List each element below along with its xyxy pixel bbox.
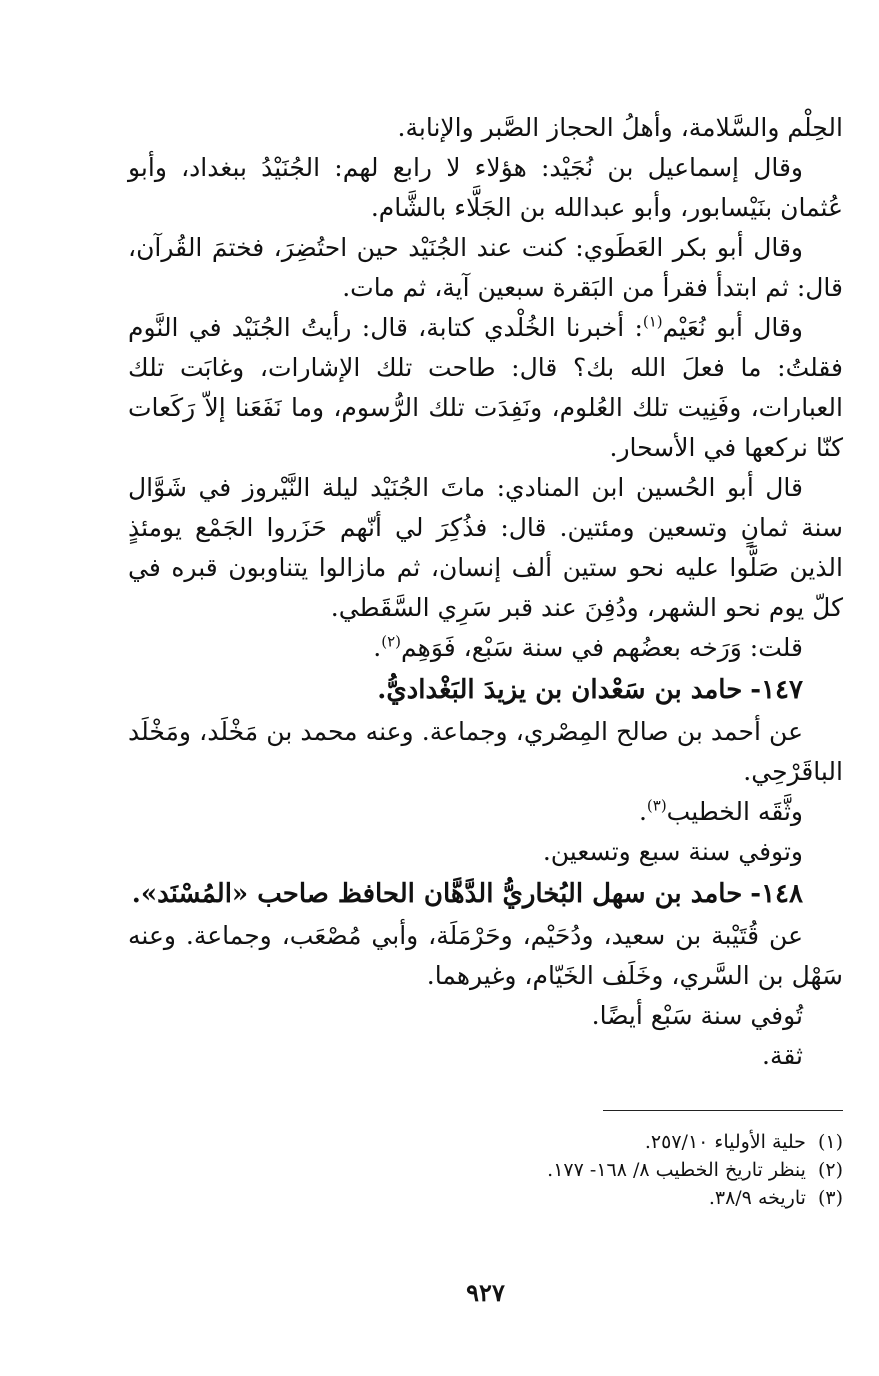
paragraph-8-start: وثَّقَه الخطيب [666, 797, 803, 826]
entry-name-148: حامد بن سهل البُخاريُّ الدَّهَّان الحافظ صاحب «المُسْنَد». [131, 879, 743, 909]
footnote-ref-1: (١) [642, 312, 663, 331]
entry-heading-148 [128, 872, 843, 916]
paragraph-3: وقال أبو بكر العَطَوي: كنت عند الجُنَيْد حين احتُضِرَ، فختمَ القُرآن، قال: ثم ابتدأ فقرأ من البَقرة سبعين آية، ثم مات. [128, 233, 843, 302]
page-number: ٩٢٧ [466, 1278, 505, 1307]
paragraph-6-start: قلت: وَرَخه بعضُهم في سنة سَبْع، فَوَهِم [401, 633, 803, 662]
footnote-1 [128, 1128, 843, 1156]
footnote-separator [603, 1110, 843, 1111]
entry-heading-147 [128, 668, 843, 712]
paragraph-12: ثقة. [762, 1041, 803, 1070]
paragraph-11: تُوفي سنة سَبْع أيضًا. [591, 1001, 803, 1030]
paragraph-6-end: . [373, 633, 382, 662]
footnote-text: تاريخه ٣٨/٩. [708, 1187, 806, 1209]
footnote-text: حلية الأولياء ٢٥٧/١٠. [644, 1131, 806, 1153]
entry-number-148: ١٤٨- [750, 879, 803, 909]
entry-number-147: ١٤٧- [750, 675, 803, 705]
footnote-number: (٣) [817, 1187, 843, 1209]
paragraph-4-start: وقال أبو نُعَيْم [662, 313, 804, 342]
footnote-3 [128, 1184, 843, 1212]
paragraph-1: الحِلْم والسَّلامة، وأهلُ الحجاز الصَّبر والإنابة. [397, 113, 843, 142]
paragraph-10: عن قُتَيْبة بن سعيد، ودُحَيْم، وحَرْمَلَة، وأبي مُصْعَب، وجماعة. وعنه سَهْل بن السَّري، وخَلَف الخَيّام، وغيرهما. [128, 921, 843, 990]
footnote-2 [128, 1156, 843, 1184]
paragraph-2: وقال إسماعيل بن نُجَيْد: هؤلاء لا رابع لهم: الجُنَيْدُ ببغداد، وأبو عُثمان بنَيْسابور، وأبو عبدالله بن الجَلَّاء بالشَّام. [128, 153, 843, 222]
paragraph-7: عن أحمد بن صالح المِصْري، وجماعة. وعنه محمد بن مَخْلَد، ومَخْلَد الباقَرْحِي. [128, 717, 843, 786]
main-text [128, 108, 843, 1076]
footnote-text: ينظر تاريخ الخطيب ٨/ ١٦٨- ١٧٧. [547, 1159, 806, 1181]
paragraph-4 [128, 308, 843, 468]
footnote-number: (١) [817, 1131, 843, 1153]
paragraph-6 [128, 628, 843, 668]
paragraph-4-end: : أخبرنا الخُلْدي كتابة، قال: رأيتُ الجُنَيْد في النَّوم فقلتُ: ما فعلَ الله بك؟ قال: طاحت تلك الإشارات، وغابَت تلك العبارات، وفَنِيت تلك العُلوم، ونَفِدَت تلك الرُّسوم، وما نَفَعَنا إلاّ رَكَعات كنّا نركعها في الأسحار. [128, 313, 843, 462]
paragraph-5: قال أبو الحُسين ابن المنادي: ماتَ الجُنَيْد ليلة النَّيْروز في شَوَّال سنة ثمانٍ وتسعين ومئتين. قال: فذُكِرَ لي أنّهم حَزَروا الجَمْع يومئذٍ الذين صَلَّوا عليه نحو ستين ألف إنسان، ثم مازالوا يتناوبون قبره في كلّ يوم نحو الشهر، ودُفِنَ عند قبر سَرِي السَّقَطي. [128, 473, 843, 622]
footnote-ref-2: (٢) [381, 632, 402, 651]
footnote-number: (٢) [817, 1159, 843, 1181]
paragraph-8-end: . [638, 797, 647, 826]
paragraph-8 [128, 792, 843, 832]
book-page [128, 108, 843, 1348]
entry-name-147: حامد بن سَعْدان بن يزيدَ البَغْداديُّ. [377, 675, 743, 705]
footnote-ref-3: (٣) [646, 796, 667, 815]
footnotes [128, 1128, 843, 1212]
paragraph-9: وتوفي سنة سبع وتسعين. [542, 837, 803, 866]
